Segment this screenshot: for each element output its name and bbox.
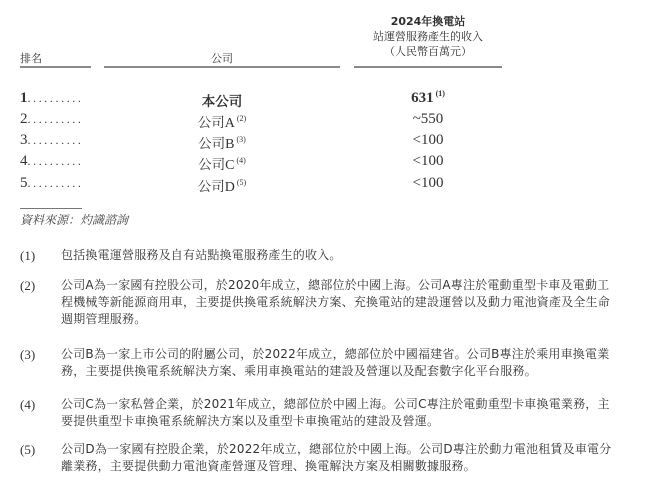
footnote-number: (4) (20, 397, 36, 412)
footnote-text: 公司C為一家私營企業，於2021年成立，總部位於中國上海。公司C專注於電動重型卡車換電業務，主要提供重型卡車換電系統解決方案以及重型卡車換電站的建設及營運。 (61, 397, 610, 428)
footnote-number: (5) (20, 442, 36, 457)
footnote-3 (20, 346, 640, 380)
rank-header-rule (20, 66, 91, 68)
revenue-column-header (354, 14, 502, 59)
footnote-text: 公司D為一家國有控股企業，於2022年成立，總部位於中國上海。公司D專注於動力電池租賃及車電分離業務，主要提供動力電池資產營運及管理、換電解決方案及相關數據服務。 (61, 442, 612, 473)
footnote-text: 公司A為一家國有控股公司，於2020年成立，總部位於中國上海。公司A專注於電動重型卡車及電動工程機械等新能源商用車，主要提供換電系統解決方案、充換電站的建設運營以及動力電池資產及全生命週期管理服務。 (61, 278, 611, 326)
footnote-5 (20, 441, 640, 475)
footnote-text: 包括換電運營服務及自有站點換電服務產生的收入。 (61, 248, 342, 262)
table-row-revenue: <100 (412, 132, 444, 148)
table-row-company: 公司A $^{(2)}$ (197, 114, 247, 131)
rank-column-header: 排名 (20, 52, 42, 65)
revenue-header-line1: 2024年換電站 (390, 15, 466, 28)
revenue-header-line2: 站運營服務產生的收入 (373, 30, 483, 43)
table-row-revenue: <100 (412, 153, 444, 169)
company-header-rule (104, 66, 340, 68)
source-divider (20, 208, 82, 209)
revenue-header-line3: （人民幣百萬元） (384, 45, 472, 58)
footnote-number: (3) (20, 347, 36, 362)
footnote-text: 公司B為一家上市公司的附屬公司，於2022年成立，總部位於中國福建省。公司B專注於乘用車換電業務，主要提供換電系統解決方案、乘用車換電站的建設及營運以及配套數字化平台服務。 (61, 347, 610, 378)
company-column-header: 公司 (211, 52, 233, 65)
table-row-rank: 5.......... (20, 175, 84, 191)
table-row-rank: 3.......... (20, 132, 84, 148)
footnote-number: (1) (20, 248, 36, 263)
footnote-2 (20, 277, 640, 328)
footnote-1 (20, 247, 640, 264)
source-note: 資料來源：灼識諮詢 (20, 213, 129, 227)
table-row-rank: 2.......... (20, 111, 84, 127)
table-row-revenue: <100 (412, 175, 444, 191)
footnote-number: (2) (20, 278, 36, 293)
table-row-revenue: 631 $^{(1)}$ (411, 89, 445, 106)
table-row-company: 公司C $^{(4)}$ (198, 156, 246, 173)
table-row-rank: 1.......... (20, 90, 84, 106)
table-row-company: 本公司 (201, 94, 243, 110)
table-row-rank: 4.......... (20, 153, 84, 169)
table-row-revenue: ~550 (412, 111, 444, 127)
table-row-company: 公司D $^{(5)}$ (197, 178, 247, 195)
revenue-header-rule (354, 66, 502, 68)
table-row-company: 公司B $^{(3)}$ (198, 135, 246, 152)
footnote-4 (20, 396, 640, 430)
